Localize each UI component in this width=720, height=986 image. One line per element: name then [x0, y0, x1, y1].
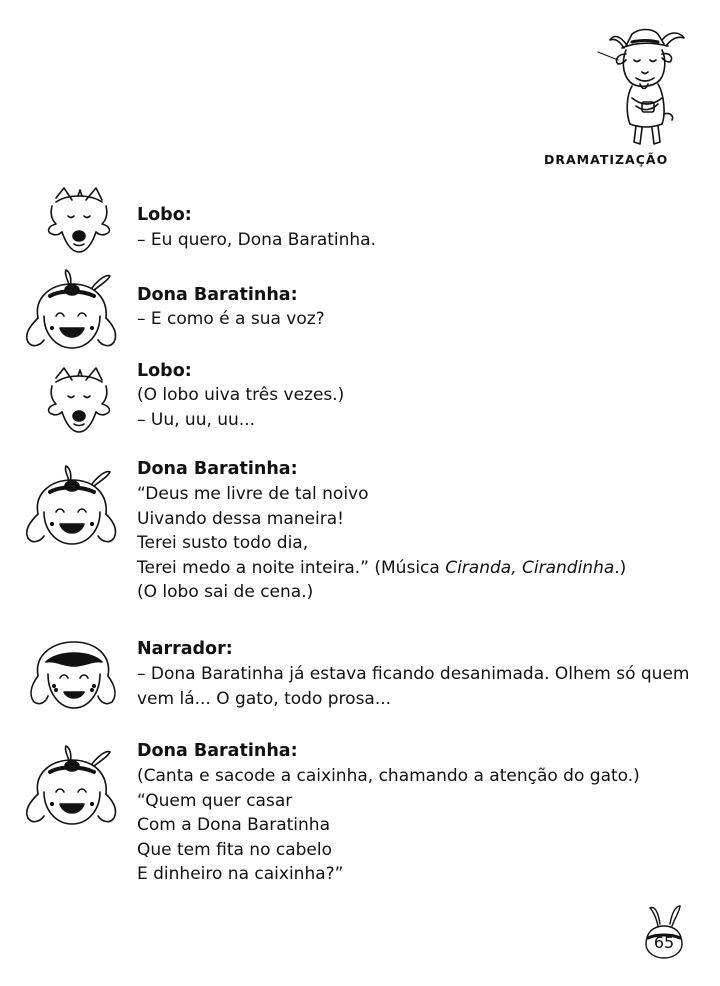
- dona-baratinha-face-icon: [18, 744, 124, 830]
- dialogue-line: Terei susto todo dia,: [137, 533, 309, 553]
- dona-baratinha-face-icon: [18, 464, 124, 550]
- dialogue-lines: [137, 383, 697, 432]
- dialogue-line: – Uu, uu, uu...: [137, 409, 256, 430]
- dialogue-line: Com a Dona Baratinha: [137, 815, 330, 835]
- dialogue-line: “Deus me livre de tal noivo: [137, 484, 369, 504]
- dialogue-line: (O lobo uiva três vezes.): [137, 385, 345, 405]
- dialogue-line: – E como é a sua voz?: [137, 309, 325, 329]
- section-label: DRAMATIZAÇÃO: [544, 152, 669, 167]
- speaker-name: Lobo:: [137, 205, 192, 225]
- dialogue-line: (Canta e sacode a caixinha, chamando a atenção do gato.): [137, 766, 640, 786]
- dialogue-line: “Quem quer casar: [137, 790, 293, 811]
- dialogue-line: (O lobo sai de cena.): [137, 582, 314, 602]
- speaker-name: Lobo:: [137, 361, 192, 381]
- wolf-face-icon: [42, 366, 116, 436]
- dialogue-line: E dinheiro na caixinha?”: [137, 864, 344, 884]
- narrator-girl-face-icon: [24, 638, 120, 712]
- dialogue-lines: [137, 662, 697, 711]
- speaker-name: Dona Baratinha:: [137, 285, 298, 305]
- dialogue-lines: [137, 764, 697, 887]
- dialogue-lines: [137, 307, 697, 332]
- speaker-name: Dona Baratinha:: [137, 459, 298, 479]
- dialogue-line: – Dona Baratinha já estava ficando desanimada. Olhem só quem vem lá... O gato, todo prosa...: [137, 664, 690, 709]
- speaker-name: Narrador:: [137, 639, 233, 659]
- page-number-badge: [644, 886, 688, 960]
- dialogue-line: – Eu quero, Dona Baratinha.: [137, 230, 377, 250]
- dona-baratinha-face-icon: [18, 268, 124, 354]
- page-number: 65: [653, 933, 675, 952]
- dialogue-lines: [137, 228, 697, 253]
- dialogue-line-text: Terei medo a noite inteira.” (Música: [137, 557, 446, 578]
- dialogue-line: Que tem fita no cabelo: [137, 839, 333, 860]
- speaker-name: Dona Baratinha:: [137, 741, 298, 761]
- wolf-face-icon: [42, 186, 116, 256]
- dialogue-lines: [137, 482, 697, 605]
- dialogue-line: [137, 556, 697, 581]
- goat-with-hat-icon: [596, 22, 692, 152]
- song-title: Ciranda, Cirandinha: [445, 557, 615, 578]
- dialogue-line: Uivando dessa maneira!: [137, 508, 344, 529]
- song-suffix: .): [614, 557, 627, 578]
